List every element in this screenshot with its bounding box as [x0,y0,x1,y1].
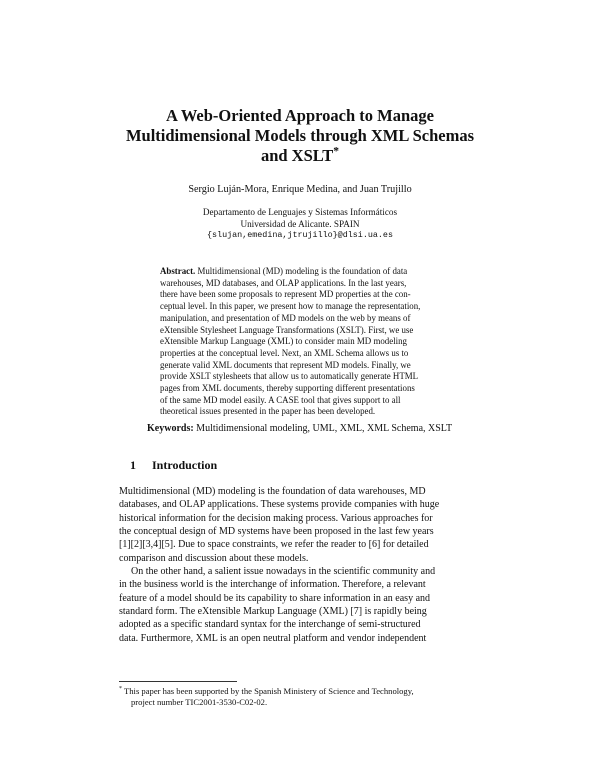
footnote [119,686,479,708]
abstract-line: there have been some proposals to represent MD properties at the con- [160,289,411,300]
keywords-text: Multidimensional modeling, UML, XML, XML Schema, XSLT [193,423,453,434]
abstract-line: properties at the conceptual level. Next, an XML Schema allows us to [160,347,409,358]
body-text [119,485,474,645]
paper-title [60,106,540,166]
author-list: Sergio Luján-Mora, Enrique Medina, and Juan Trujillo [188,184,412,195]
footnote-text: This paper has been supported by the Spanish Ministery of Science and Technology, [122,686,414,696]
affiliation-line: Departamento de Lenguajes y Sistemas Informáticos [202,207,398,217]
abstract [160,266,443,418]
section-heading [130,458,217,473]
abstract-line: theoretical issues presented in the paper has been developed. [160,406,376,417]
abstract-line: eXtensible Markup Language (XML) to consider main MD modeling [160,336,407,347]
body-line: standard form. The eXtensible Markup Language (XML) [7] is rapidly being [119,606,427,618]
body-line: databases, and OLAP applications. These systems provide companies with huge [119,499,440,511]
body-line: Multidimensional (MD) modeling is the foundation of data warehouses, MD [119,486,426,497]
abstract-text: Multidimensional (MD) modeling is the foundation of data [195,266,408,276]
body-line: [1][2][3,4][5]. Due to space constraints, we refer the reader to [6] for detailed [119,539,429,551]
title-line: A Web-Oriented Approach to Manage [166,106,434,125]
author-emails: {slujan,emedina,jtrujillo}@dlsi.ua.es [207,230,393,240]
affiliation [60,207,540,242]
title-line: Multidimensional Models through XML Schemas [125,126,475,145]
affiliation-line: Universidad de Alicante. SPAIN [240,218,360,229]
title-footnote-mark: * [333,145,340,158]
body-line: data. Furthermore, XML is an open neutral platform and vendor independent [119,632,427,644]
title-line [60,146,540,166]
footnote-mark: * [119,686,123,693]
abstract-label: Abstract. [160,266,196,276]
footnote-rule [119,681,237,682]
footnote-line: project number TIC2001-3530-C02-02. [131,697,268,708]
section-number: 1 [130,458,136,472]
abstract-line: warehouses, MD databases, and OLAP applications. In the last years, [160,277,407,288]
abstract-line: ceptual level. In this paper, we present how to manage the representation, [160,301,421,312]
keywords-label: Keywords: [147,423,194,434]
abstract-line: of the same MD model easily. A CASE tool that gives support to all [160,394,401,405]
footnote-line [119,686,479,697]
abstract-line: manipulation, and presentation of MD models on the web by means of [160,312,411,323]
abstract-line [160,266,443,278]
body-line: feature of a model should be its capability to share information in an easy and [119,592,431,604]
body-line: adopted as a specific standard syntax for the interchange of semi-structured [119,619,421,631]
abstract-line: generate valid XML documents that represent MD models. Finally, we [160,359,411,370]
body-line: comparison and discussion about these models. [119,552,309,564]
body-line: historical information for the decision making process. Various approaches for [119,512,433,524]
body-line: On the other hand, a salient issue nowadays in the scientific community and [131,566,436,578]
abstract-line: pages from XML documents, thereby supporting different presentations [160,383,415,394]
keywords [147,422,467,435]
body-line: the conceptual design of MD systems have been proposed in the last few years [119,526,434,538]
section-title: Introduction [152,458,218,472]
abstract-line: provide XSLT stylesheets that allow us to automatically generate HTML [160,371,419,382]
title-line-text: and XSLT [260,146,334,165]
abstract-line: eXtensible Stylesheet Language Transformations (XSLT). First, we use [160,324,414,335]
body-line: in the business world is the interchange of information. Therefore, a relevant [119,579,426,591]
